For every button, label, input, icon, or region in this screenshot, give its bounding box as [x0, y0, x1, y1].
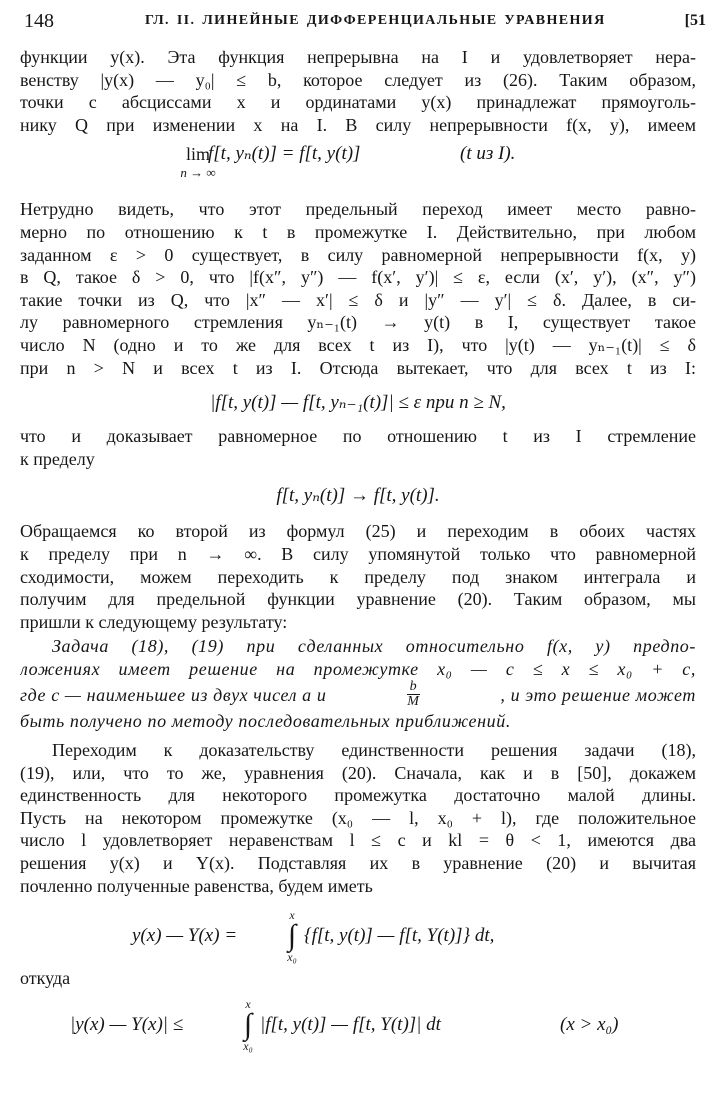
text-line: число l удовлетворяет неравенствам l ≤ c и kl = θ < 1, имеются два: [20, 830, 696, 851]
text-line: функции y(x). Эта функция непрерывна на I и удовлетворяет нера-: [20, 47, 696, 67]
text-line: сходимости, можем переходить к пределу под знаком интеграла и: [20, 566, 696, 587]
integral-sign: [238, 998, 258, 1052]
text-line: нику Q при изменении x на I. В силу непрерывности f(x, y), имеем: [20, 114, 696, 135]
text-line: пришли к следующему результату:: [20, 611, 288, 632]
integral-sign: [282, 909, 302, 963]
page-header: [20, 10, 706, 36]
integral-rhs: |f[t, y(t)] — f[t, Y(t)]| dt: [260, 1013, 441, 1035]
text-line: Нетрудно видеть, что этот предельный переход имеет место равно-: [20, 199, 696, 220]
text-line: почленно полученные равенства, будем иметь: [20, 875, 373, 896]
text-line: точки с абсциссами x и ординатами y(x) принадлежат прямоуголь-: [20, 92, 696, 113]
integral-rhs: {f[t, y(t)] — f[t, Y(t)]} dt,: [304, 925, 495, 947]
fraction-denominator: M: [407, 694, 420, 710]
running-head: ГЛ. II. ЛИНЕЙНЫЕ ДИФФЕРЕНЦИАЛЬНЫЕ УРАВНЕНИЯ: [145, 13, 606, 28]
formula-convergence: f[t, yₙ(t)] → f[t, y(t)].: [276, 485, 440, 507]
formula-integral-equation: [20, 909, 696, 965]
theorem-line: ложениях имеет решение на промежутке x₀ — c ≤ x ≤ x₀ + c,: [20, 658, 696, 679]
text-line: Пусть на некотором промежутке (x₀ — l, x₀ + l), где положительное: [20, 807, 696, 828]
paragraph-1: [20, 46, 696, 136]
text-line: решения y(x) и Y(x). Подставляя их в уравнение (20) и вычитая: [20, 853, 696, 874]
text-line: Обращаемся ко второй из формул (25) и переходим в обоих частях: [20, 521, 696, 542]
text-line: откуда: [20, 968, 71, 989]
text-line: мерно по отношению к t в промежутке I. Действительно, при любом: [20, 221, 696, 242]
text-line: заданном ε > 0 существует, в силу равномерной непрерывности f(x, y): [20, 244, 696, 265]
integral-upper-limit: x: [245, 996, 251, 1011]
integral-symbol: ∫: [243, 1007, 253, 1041]
integral-lower-limit: x₀: [243, 1038, 253, 1053]
theorem-statement: [20, 635, 696, 733]
fraction-numerator: b: [407, 680, 419, 695]
theorem-line: [20, 680, 696, 710]
text-line: Переходим к доказательству единственности решения задачи (18),: [52, 740, 696, 761]
integral-lhs: |y(x) — Y(x)| ≤: [70, 1013, 184, 1035]
text-line: лу равномерного стремления yₙ₋₁(t) → y(t) в I, существует такое: [20, 312, 696, 333]
theorem-text: где c — наименьшее из двух чисел a и: [20, 685, 327, 706]
paragraph-5: [20, 739, 696, 897]
text-line: к пределу при n → ∞. В силу упомянутой только что равномерной: [20, 543, 696, 564]
paragraph-4: [20, 520, 696, 633]
integral-lower-limit: x₀: [287, 950, 297, 965]
text-line: единственность для некоторого промежутка достаточно малой длины.: [20, 785, 696, 806]
lim-word: lim: [185, 144, 210, 165]
limit-condition: (t из I).: [460, 143, 516, 165]
integral-condition: (x > x₀): [560, 1013, 619, 1035]
text-line: при n > N и всех t из I. Отсюда вытекает, что для всех t из I:: [20, 357, 696, 378]
formula-limit: [20, 142, 696, 190]
integral-lhs: y(x) — Y(x) =: [132, 925, 238, 947]
text-line: такие точки из Q, что |x″ — x′| ≤ δ и |y″ — y′| ≤ δ. Далее, в си-: [20, 289, 696, 310]
page-number: 148: [24, 10, 54, 32]
integral-symbol: ∫: [287, 919, 297, 953]
paragraph-2: [20, 198, 696, 379]
lim-subscript: n → ∞: [180, 165, 216, 181]
theorem-text: , и это решение может: [500, 685, 696, 706]
formula-inequality: |f[t, y(t)] — f[t, yₙ₋₁(t)]| ≤ ε при n ≥ N,: [210, 392, 506, 414]
theorem-line: быть получено по методу последовательных приближений.: [20, 711, 511, 732]
integral-upper-limit: x: [289, 908, 295, 923]
paragraph-3: [20, 425, 696, 470]
section-number: [51: [684, 12, 706, 29]
text-line: получим для предельной функции уравнение (20). Таким образом, мы: [20, 589, 696, 610]
text-line: (19), или, что то же, уравнения (20). Сначала, как и в [50], докажем: [20, 762, 696, 783]
formula-integral-inequality: [20, 998, 696, 1054]
text-line: к пределу: [20, 448, 95, 469]
limit-expression: f[t, yₙ(t)] = f[t, y(t)]: [208, 143, 361, 165]
text-line: венству |y(x) — y₀| ≤ b, которое следует из (26). Таким образом,: [20, 69, 696, 90]
theorem-line: Задача (18), (19) при сделанных относительно f(x, y) предпо-: [52, 636, 696, 657]
text-line: число N (одно и то же для всех t из I), что |y(t) — yₙ₋₁(t)| ≤ δ: [20, 334, 696, 355]
text-line: что и доказывает равномерное по отношению t из I стремление: [20, 426, 696, 447]
text-line: в Q, такое δ > 0, что |f(x″, y″) — f(x′, y′)| ≤ ε, если (x′, y′), (x″, y″): [20, 267, 696, 288]
body-text: [20, 46, 696, 1054]
fraction-b-over-m: [407, 680, 419, 710]
